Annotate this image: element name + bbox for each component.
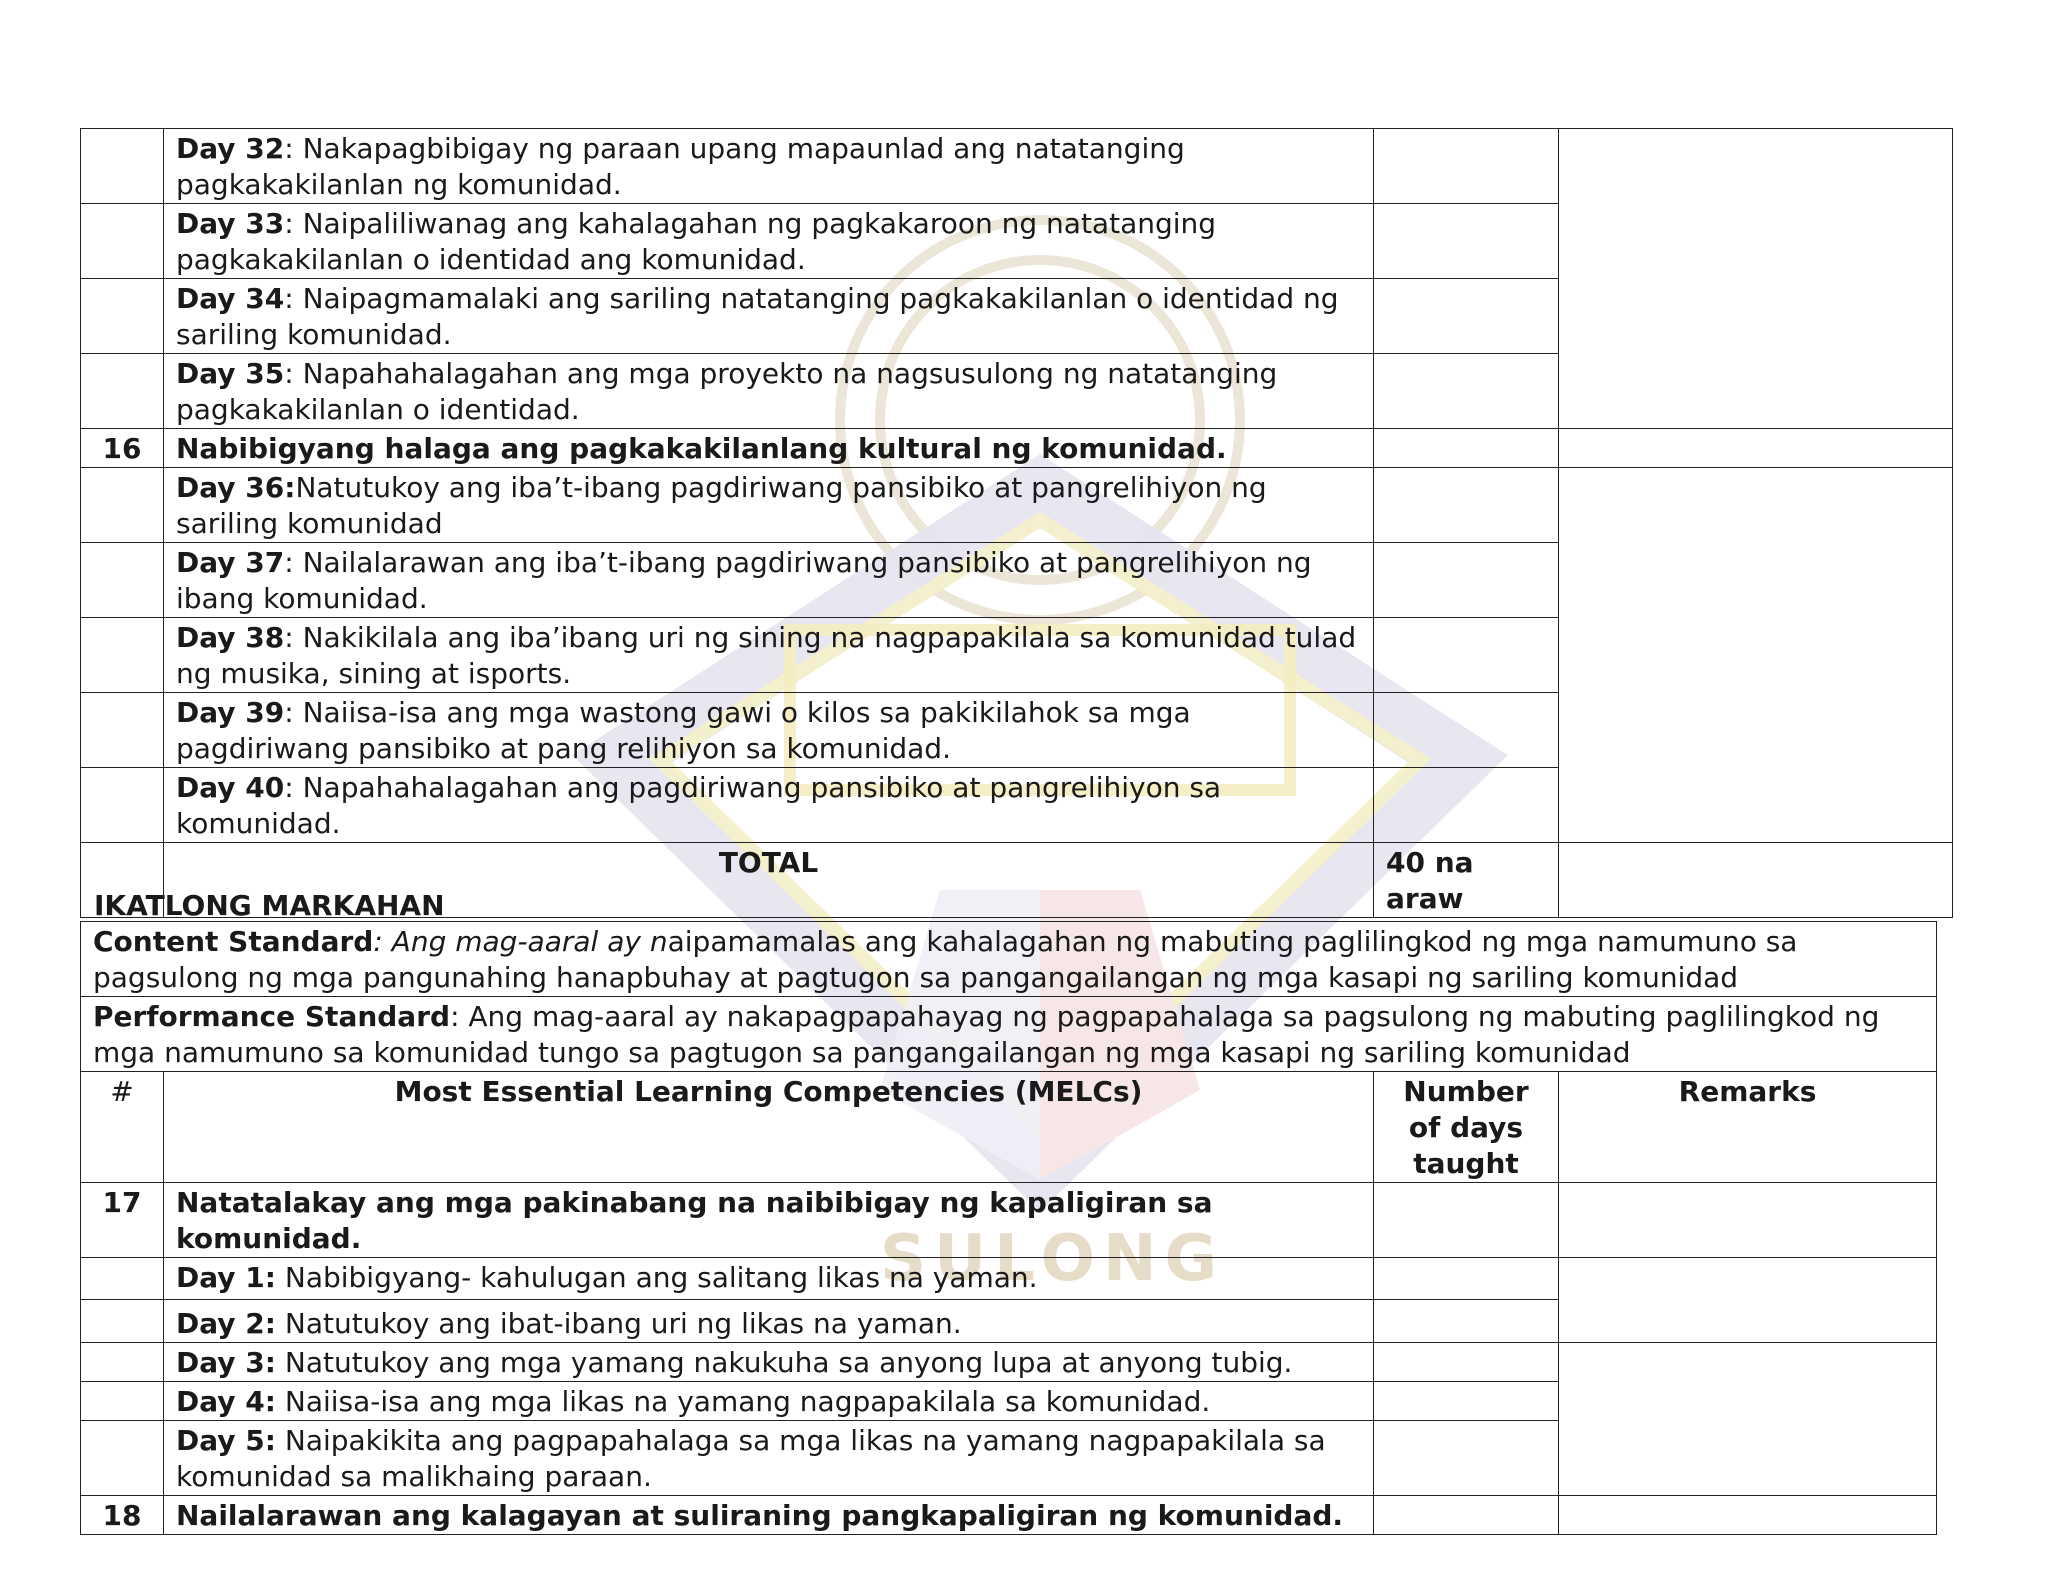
day-cell [164, 129, 1374, 204]
content-standard-colon: : [373, 925, 392, 958]
days-taught-cell [1374, 129, 1559, 204]
num-cell [81, 1421, 164, 1496]
day-label: Day 2: [176, 1307, 276, 1340]
content-standard-italic: Ang mag-aaral ay n [391, 925, 668, 958]
day-label: Day 34 [176, 282, 285, 315]
day-text: : Naipaliliwanag ang kahalagahan ng pagkakaroon ng natatanging pagkakakilanlan o identidad ang komunidad. [176, 207, 1217, 276]
content-standard-text: aipamamalas ang kahalagahan ng mabuting paglilingkod ng mga namumuno sa pagsulong ng mga pangunahing hanapbuhay at pagtugon sa pangangailangan ng mga kasapi ng sariling komunidad [93, 925, 1798, 994]
num-cell [81, 129, 164, 204]
day-text: Natutukoy ang mga yamang nakukuha sa anyong lupa at anyong tubig. [275, 1346, 1293, 1379]
melc-row [81, 429, 1953, 468]
day-cell [164, 1421, 1374, 1496]
day-text: Natutukoy ang iba’t-ibang pagdiriwang pansibiko at pangrelihiyon ng sariling komunidad [176, 471, 1267, 540]
performance-standard-row [81, 997, 1937, 1072]
remarks-cell [1559, 1258, 1937, 1343]
remarks-cell [1559, 129, 1953, 429]
day-label: Day 32 [176, 132, 285, 165]
num-cell [81, 618, 164, 693]
num-cell [81, 354, 164, 429]
header-row [81, 1072, 1937, 1183]
day-cell [164, 618, 1374, 693]
num-cell [81, 1343, 164, 1382]
days-taught-cell [1374, 204, 1559, 279]
day-text: : Nakapagbibigay ng paraan upang mapaunlad ang natatanging pagkakakilanlan ng komunidad. [176, 132, 1185, 201]
day-label: Day 37 [176, 546, 285, 579]
days-taught-cell [1374, 429, 1559, 468]
day-cell [164, 693, 1374, 768]
days-taught-cell [1374, 768, 1559, 843]
days-taught-cell [1374, 543, 1559, 618]
upper-melc-table [80, 128, 1953, 918]
num-cell [81, 543, 164, 618]
days-taught-cell [1374, 618, 1559, 693]
day-cell [164, 1258, 1374, 1300]
content-standard-row [81, 922, 1937, 997]
melc-number: 18 [81, 1496, 164, 1535]
header-number: # [81, 1072, 164, 1183]
day-cell [164, 768, 1374, 843]
content-standard [81, 922, 1937, 997]
day-label: Day 5: [176, 1424, 276, 1457]
remarks-cell [1559, 1343, 1937, 1496]
day-cell [164, 1343, 1374, 1382]
content-standard-label: Content Standard [93, 925, 374, 958]
melc-number: 16 [81, 429, 164, 468]
day-label: Day 33 [176, 207, 285, 240]
num-cell [81, 204, 164, 279]
day-cell [164, 543, 1374, 618]
melc-row [81, 1496, 1937, 1535]
remarks-cell [1559, 429, 1953, 468]
day-cell [164, 468, 1374, 543]
day-label: Day 36: [176, 471, 296, 504]
day-label: Day 40 [176, 771, 285, 804]
performance-standard-label: Performance Standard [93, 1000, 451, 1033]
num-cell [81, 1258, 164, 1300]
remarks-cell [1559, 468, 1953, 843]
remarks-cell [1559, 1496, 1937, 1535]
total-value: 40 na araw [1374, 843, 1559, 918]
num-cell [81, 279, 164, 354]
day-text: Natutukoy ang ibat-ibang uri ng likas na yaman. [275, 1307, 962, 1340]
performance-standard [81, 997, 1937, 1072]
day-text: : Nakikilala ang iba’ibang uri ng sining na nagpapakilala sa komunidad tulad ng musika, sining at isports. [176, 621, 1357, 690]
day-cell [164, 279, 1374, 354]
num-cell [81, 1382, 164, 1421]
num-cell [81, 693, 164, 768]
day-cell [164, 354, 1374, 429]
day-text: : Napahahalagahan ang pagdiriwang pansibiko at pangrelihiyon sa komunidad. [176, 771, 1222, 840]
total-label: TOTAL [164, 843, 1374, 918]
melc-row [81, 1183, 1937, 1258]
day-label: Day 1: [176, 1261, 276, 1294]
days-taught-cell [1374, 354, 1559, 429]
days-taught-cell [1374, 1343, 1559, 1382]
table-row [81, 1343, 1937, 1382]
day-text: : Naipagmamalaki ang sariling natatanging pagkakakilanlan o identidad ng sariling komunidad. [176, 282, 1339, 351]
melc-text: Nailalarawan ang kalagayan at suliraning pangkapaligiran ng komunidad. [164, 1496, 1374, 1535]
watermark-word: SULONG [880, 1222, 1226, 1296]
day-text: : Napahahalagahan ang mga proyekto na nagsusulong ng natatanging pagkakakilanlan o identidad. [176, 357, 1278, 426]
remarks-cell [1559, 843, 1953, 918]
quarter-heading: IKATLONG MARKAHAN [94, 889, 445, 922]
days-taught-cell [1374, 1382, 1559, 1421]
day-text: : Naiisa-isa ang mga wastong gawi o kilos sa pakikilahok sa mga pagdiriwang pansibiko at pang relihiyon sa komunidad. [176, 696, 1191, 765]
table-row [81, 468, 1953, 543]
header-remarks: Remarks [1559, 1072, 1937, 1183]
table-row [81, 129, 1953, 204]
days-taught-cell [1374, 693, 1559, 768]
header-days-taught: Number of days taught [1374, 1072, 1559, 1183]
days-taught-cell [1374, 1300, 1559, 1343]
header-melcs: Most Essential Learning Competencies (MELCs) [164, 1072, 1374, 1183]
melc-text: Nabibigyang halaga ang pagkakakilanlang kultural ng komunidad. [164, 429, 1374, 468]
day-label: Day 35 [176, 357, 285, 390]
performance-standard-text: : Ang mag-aaral ay nakapagpapahayag ng pagpapahalaga sa pagsulong ng mabuting paglilingkod ng mga namumuno sa komunidad tungo sa pagtugon sa pangangailangan ng mga kasapi ng sariling komunidad [93, 1000, 1880, 1069]
remarks-cell [1559, 1183, 1937, 1258]
num-cell [81, 768, 164, 843]
days-taught-cell [1374, 468, 1559, 543]
num-cell [81, 468, 164, 543]
melc-number: 17 [81, 1183, 164, 1258]
day-cell [164, 1382, 1374, 1421]
days-taught-cell [1374, 1258, 1559, 1300]
days-taught-cell [1374, 1496, 1559, 1535]
melc-text: Natatalakay ang mga pakinabang na naibibigay ng kapaligiran sa komunidad. [164, 1183, 1374, 1258]
day-label: Day 4: [176, 1385, 276, 1418]
day-cell [164, 204, 1374, 279]
day-label: Day 38 [176, 621, 285, 654]
day-cell [164, 1300, 1374, 1343]
day-text: Naipakikita ang pagpapahalaga sa mga likas na yamang nagpapakilala sa komunidad sa malikhaing paraan. [176, 1424, 1326, 1493]
day-text: Naiisa-isa ang mga likas na yamang nagpapakilala sa komunidad. [275, 1385, 1211, 1418]
day-text: : Nailalarawan ang iba’t-ibang pagdiriwang pansibiko at pangrelihiyon ng ibang komunidad. [176, 546, 1312, 615]
day-label: Day 3: [176, 1346, 276, 1379]
days-taught-cell [1374, 1421, 1559, 1496]
table-row [81, 1258, 1937, 1300]
third-quarter-table [80, 921, 1937, 1535]
days-taught-cell [1374, 1183, 1559, 1258]
num-cell [81, 1300, 164, 1343]
day-label: Day 39 [176, 696, 285, 729]
days-taught-cell [1374, 279, 1559, 354]
day-text: Nabibigyang- kahulugan ang salitang likas na yaman. [275, 1261, 1038, 1294]
